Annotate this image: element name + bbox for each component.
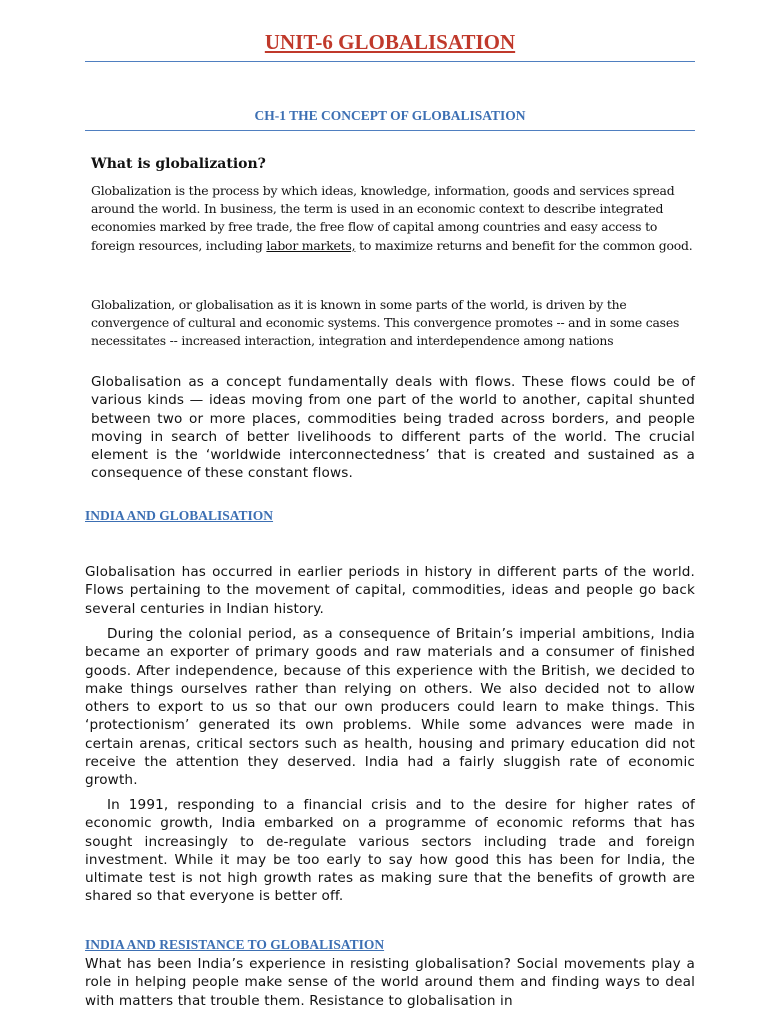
definition-paragraph [91, 182, 695, 255]
history-paragraph: Globalisation has occurred in earlier periods in history in different parts of the world. Flows pertaining to the movement of capital, commodities, ideas and people go back several centuries in Indian history. [85, 564, 695, 617]
chapter-divider [85, 130, 695, 131]
definition-text-end: to maximize returns and benefit for the common good. [355, 237, 693, 253]
convergence-paragraph: Globalization, or globalisation as it is known in some parts of the world, is driven by the convergence of cultural and economic systems. This convergence promotes -- and in some cases necessitates -- increased interaction, integration and interdependence among nations [91, 297, 680, 349]
labor-markets-link[interactable]: labor markets, [266, 237, 356, 253]
resistance-paragraph: What has been India’s experience in resisting globalisation? Social movements play a role in helping people make sense of the world around them and finding ways to deal with matters that trouble them. Resistance to globalisation in [85, 956, 695, 1009]
section-heading-resistance: INDIA AND RESISTANCE TO GLOBALISATION [85, 937, 385, 952]
colonial-period-paragraph: During the colonial period, as a consequence of Britain’s imperial ambitions, India became an exporter of primary goods and raw materials and a consumer of finished goods. After independence, because of this experience with the British, we decided to make things ourselves rather than relying on others. We also decided not to allow others to export to us so that our own producers could learn to make things. This ‘protectionism’ generated its own problems. While some advances were made in certain arenas, critical sectors such as health, housing and primary education did not receive the attention they deserved. India had a fairly sluggish rate of economic growth. [85, 626, 695, 789]
flows-paragraph: Globalisation as a concept fundamentally deals with flows. These flows could be of various kinds — ideas moving from one part of the world to another, capital shunted between two or more places, commodities being traded across borders, and people moving in search of better livelihoods to different parts of the world. The crucial element is the ‘worldwide interconnectedness’ that is created and sustained as a consequence of these constant flows. [91, 374, 695, 482]
chapter-heading: CH-1 THE CONCEPT OF GLOBALISATION [254, 108, 526, 123]
question-heading: What is globalization? [91, 156, 266, 172]
reforms-1991-paragraph: In 1991, responding to a financial crisis and to the desire for higher rates of economic growth, India embarked on a programme of economic reforms that has sought increasingly to de-regulate various sectors including trade and foreign investment. While it may be too early to say how good this has been for India, the ultimate test is not high growth rates as making sure that the benefits of growth are shared so that everyone is better off. [85, 797, 695, 905]
definition-text-start: Globalization is the process by which ideas, knowledge, information, goods and services spread around the world. In business, the term is used in an economic context to describe integrated economies marked by free trade, the free flow of capital among countries and easy access to foreign resources, including [91, 183, 675, 253]
section-heading-india-globalisation: INDIA AND GLOBALISATION [85, 508, 274, 523]
title-divider [85, 61, 695, 62]
page-title: UNIT-6 GLOBALISATION [264, 30, 516, 54]
